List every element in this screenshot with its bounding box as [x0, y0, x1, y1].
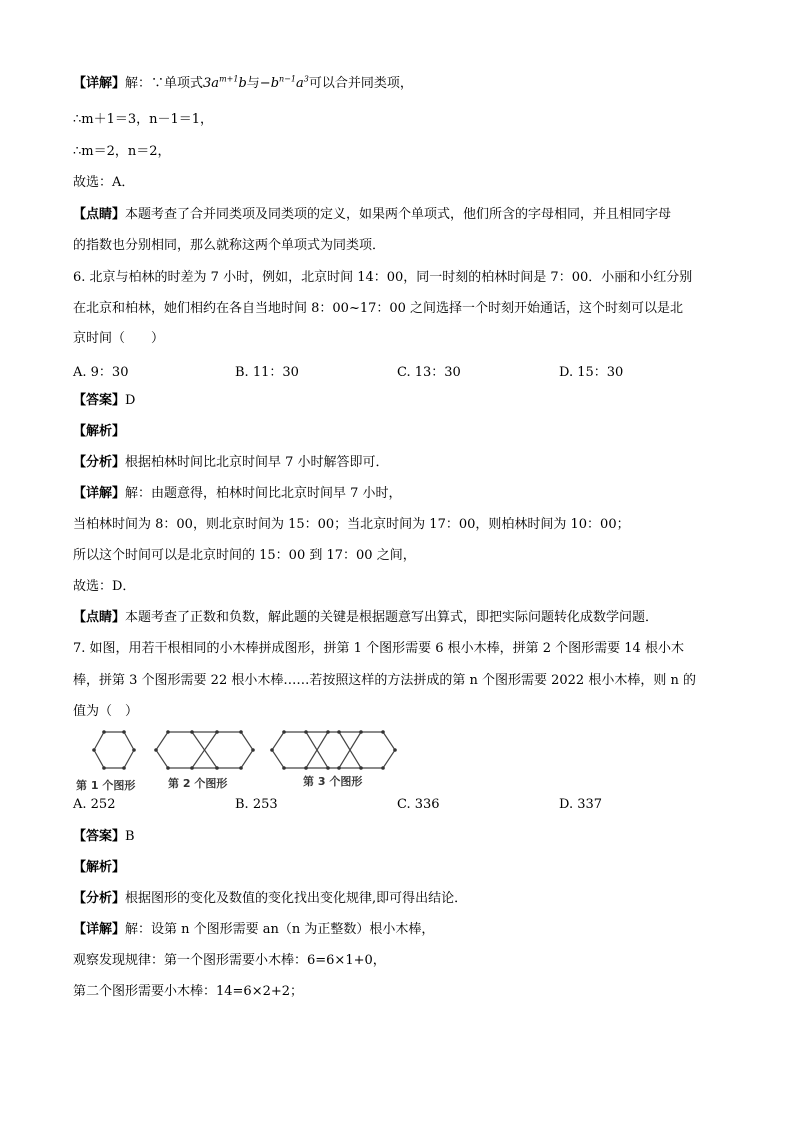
q6-answer: D — [125, 393, 136, 408]
q5-comment-1: 本题考查了合并同类项及同类项的定义，如果两个单项式，他们所含的字母相同，并且相同字母 — [125, 207, 672, 222]
answer-tag: 【答案】 — [73, 393, 126, 408]
q7-analyze: 根据图形的变化及数值的变化找出变化规律,即可得出结论． — [125, 891, 468, 906]
detail-tag: 【详解】 — [73, 486, 126, 501]
q5-expr2: $-b^{n-1}a^3$ — [259, 74, 309, 91]
figure-1-caption: 第 1 个图形 — [76, 779, 136, 792]
q6-line-2: 所以这个时间可以是北京时间的 15：00 到 17：00 之间， — [73, 548, 416, 563]
q7-stem-1: 7. 如图，用若干根相同的小木棒拼成图形，拼第 1 个图形需要 6 根小木棒，拼第 2 个图形需要 14 根小木 — [73, 641, 684, 656]
q5-mid: 与 — [246, 76, 260, 91]
q6-stem-3: 京时间（ ） — [73, 331, 165, 346]
q5-step2: ∴m＝2，n＝2， — [73, 144, 171, 159]
comment-tag: 【点睛】 — [73, 207, 126, 222]
q5-step1: ∴m＋1＝3，n－1＝1， — [73, 112, 214, 127]
q7-option-d: D. 337 — [559, 797, 603, 812]
q6-option-b: B. 11：30 — [235, 365, 299, 380]
q6-option-a: A. 9：30 — [73, 365, 129, 380]
q7-rule: 观察发现规律：第一个图形需要小木棒：6=6×1+0， — [73, 953, 386, 968]
q6-line-1: 当柏林时间为 8：00，则北京时间为 15：00；当北京时间为 17：00，则柏林时间为 10：00； — [73, 517, 630, 532]
q7-detail: 解：设第 n 个图形需要 an（n 为正整数）根小木棒， — [125, 922, 435, 937]
q6-answer-line — [73, 393, 135, 409]
q5-comment-2: 的指数也分别相同，那么就称这两个单项式为同类项． — [73, 238, 386, 253]
q6-analysis-tag: 【解析】 — [73, 424, 126, 439]
analyze-tag: 【分析】 — [73, 455, 126, 470]
analyze-tag: 【分析】 — [73, 891, 126, 906]
detail-tag: 【详解】 — [73, 76, 126, 91]
q7-answer-line — [73, 829, 135, 845]
figure-3-caption: 第 3 个图形 — [303, 775, 363, 788]
q5-comment-line — [73, 207, 671, 223]
q6-option-d: D. 15：30 — [559, 365, 624, 380]
q6-detail: 解：由题意得，柏林时间比北京时间早 7 小时， — [125, 486, 402, 501]
figure-2-caption: 第 2 个图形 — [168, 777, 228, 790]
q6-option-c: C. 13：30 — [397, 365, 461, 380]
q7-option-b: B. 253 — [235, 797, 278, 812]
answer-tag: 【答案】 — [73, 829, 126, 844]
q5-detail-line — [73, 76, 413, 92]
q6-comment-line — [73, 610, 658, 626]
q7-stick-figures — [70, 724, 410, 776]
figure-2-hexagons — [154, 730, 255, 770]
q7-second: 第二个图形需要小木棒：14=6×2+2； — [73, 984, 304, 999]
q7-option-a: A. 252 — [73, 797, 116, 812]
q6-choice: 故选：D． — [73, 579, 136, 594]
q6-stem-1: 6. 北京与柏林的时差为 7 小时，例如，北京时间 14：00，同一时刻的柏林时间是 7：00．小丽和小红分别 — [73, 270, 693, 285]
comment-tag: 【点睛】 — [73, 610, 126, 625]
q7-answer: B — [125, 829, 135, 844]
q5-expr1: $3a^{m+1}b$ — [203, 74, 247, 91]
q5-detail-pre: 解：∵单项式 — [125, 76, 204, 91]
q6-detail-line — [73, 486, 402, 502]
figure-3-hexagons — [270, 730, 397, 770]
q7-analyze-line — [73, 891, 467, 907]
q5-choice: 故选：A． — [73, 175, 135, 190]
q7-stem-3: 值为（ ） — [73, 704, 139, 719]
q7-stem-2: 棒，拼第 3 个图形需要 22 根小木棒……若按照这样的方法拼成的第 n 个图形需要 2022 根小木棒，则 n 的 — [73, 673, 696, 688]
q6-analyze-line — [73, 455, 389, 471]
detail-tag: 【详解】 — [73, 922, 126, 937]
q6-comment: 本题考查了正数和负数，解此题的关键是根据题意写出算式，即把实际问题转化成数学问题． — [125, 610, 659, 625]
figure-1-hexagon — [92, 730, 136, 770]
q6-analyze: 根据柏林时间比北京时间早 7 小时解答即可． — [125, 455, 389, 470]
q7-detail-line — [73, 922, 434, 938]
q6-stem-2: 在北京和柏林，她们相约在各自当地时间 8：00~17：00 之间选择一个时刻开始通话，这个时刻可以是北 — [73, 301, 684, 316]
q7-analysis-tag: 【解析】 — [73, 860, 126, 875]
q7-option-c: C. 336 — [397, 797, 440, 812]
q5-detail-post: 可以合并同类项， — [308, 76, 413, 91]
